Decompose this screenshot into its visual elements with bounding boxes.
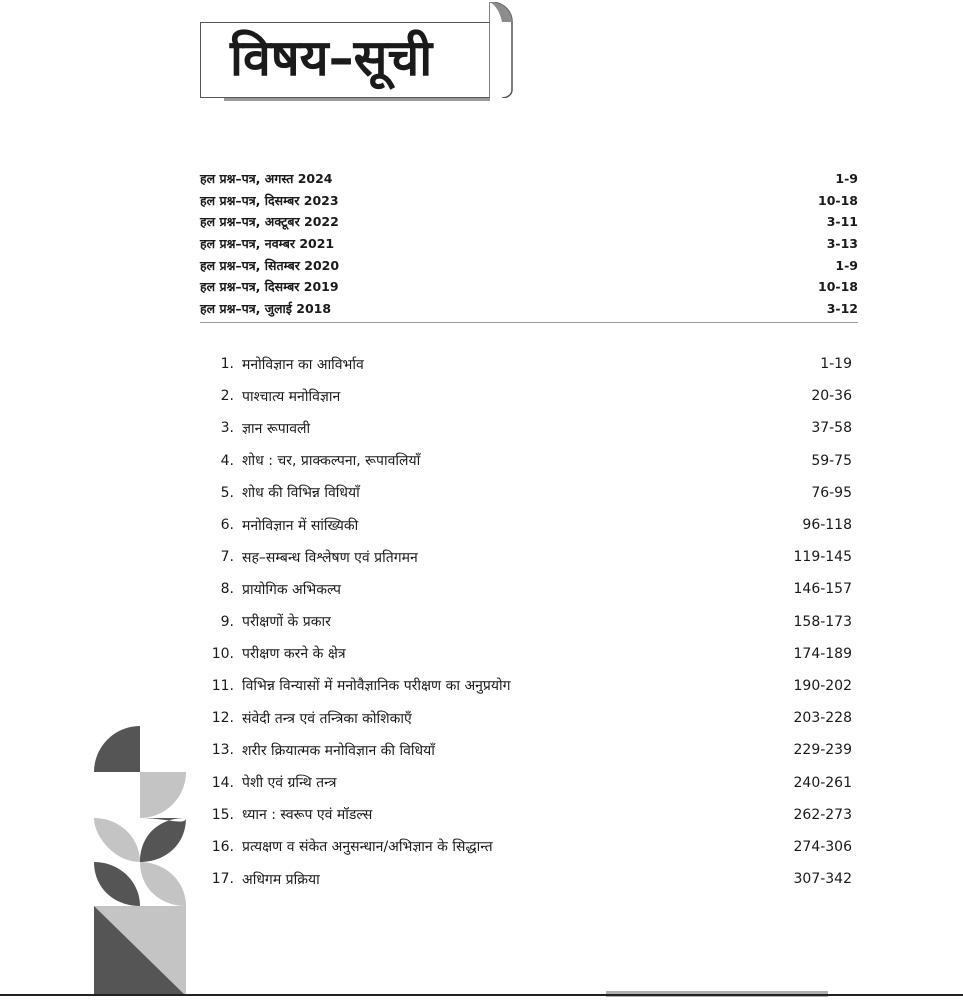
list-item[interactable] [200,412,852,444]
list-item[interactable] [200,276,858,298]
paper-label: हल प्रश्न–पत्र, दिसम्बर 2023 [200,192,339,208]
paper-label: हल प्रश्न–पत्र, जुलाई 2018 [200,300,332,316]
list-item[interactable] [200,168,858,190]
chapter-number: 4. [220,452,234,469]
chapter-number: 11. [211,677,234,694]
paper-pages: 3-13 [826,236,858,252]
list-item[interactable] [200,445,852,477]
paper-label: हल प्रश्न–पत्र, अक्टूबर 2022 [200,214,339,230]
list-item[interactable] [200,670,852,702]
chapter-pages: 174-189 [793,645,852,662]
chapter-title: ज्ञान रूपावली [242,420,311,437]
chapter-pages: 76-95 [811,484,852,501]
chapter-title: पाश्चात्य मनोविज्ञान [242,388,341,405]
list-item[interactable] [200,254,858,276]
chapter-pages: 146-157 [793,581,852,598]
chapter-list [200,348,852,895]
chapter-number: 7. [220,549,234,566]
list-item[interactable] [200,380,852,412]
chapter-pages: 158-173 [793,613,852,630]
list-item[interactable] [200,211,858,233]
chapter-number: 2. [220,388,234,405]
list-item[interactable] [200,348,852,380]
chapter-pages: 20-36 [811,388,852,405]
chapter-pages: 119-145 [793,549,852,566]
chapter-number: 5. [220,484,234,501]
chapter-number: 9. [220,613,234,630]
chapter-number: 3. [220,420,234,437]
list-item[interactable] [200,702,852,734]
paper-label: हल प्रश्न–पत्र, दिसम्बर 2019 [200,279,339,295]
list-item[interactable] [200,233,858,255]
paper-pages: 1-9 [835,171,858,187]
paper-pages: 10-18 [818,192,858,208]
list-item[interactable] [200,190,858,212]
chapter-title: अधिगम प्रक्रिया [242,871,320,888]
chapter-title: संवेदी तन्त्र एवं तन्त्रिका कोशिकाएँ [242,710,412,727]
chapter-number: 16. [211,838,234,855]
list-item[interactable] [200,541,852,573]
chapter-title: शरीर क्रियात्मक मनोविज्ञान की विधियाँ [242,742,435,759]
list-item[interactable] [200,799,852,831]
chapter-title: विभिन्न विन्यासों में मनोवैज्ञानिक परीक्षण का अनुप्रयोग [242,678,511,695]
chapter-number: 12. [211,710,234,727]
chapter-pages: 190-202 [793,677,852,694]
paper-pages: 3-12 [826,300,858,316]
chapter-number: 6. [220,517,234,534]
paper-label: हल प्रश्न–पत्र, अगस्त 2024 [200,171,333,187]
chapter-title: शोध : चर, प्राक्कल्पना, रूपावलियाँ [242,453,421,470]
list-item[interactable] [200,509,852,541]
paper-pages: 10-18 [818,279,858,295]
chapter-pages: 203-228 [793,710,852,727]
paper-pages: 1-9 [835,257,858,273]
chapter-pages: 37-58 [811,420,852,437]
banner-curl-decoration [488,2,514,98]
chapter-title: पेशी एवं ग्रन्थि तन्त्र [242,775,337,792]
solved-papers-list [200,168,858,319]
chapter-title: मनोविज्ञान में सांख्यिकी [242,517,359,534]
list-item[interactable] [200,766,852,798]
list-item[interactable] [200,863,852,895]
list-item[interactable] [200,573,852,605]
paper-pages: 3-11 [826,214,858,230]
chapter-pages: 274-306 [793,838,852,855]
chapter-number: 15. [211,806,234,823]
page-title: विषय–सूची [230,29,433,87]
divider [200,322,858,323]
list-item[interactable] [200,606,852,638]
chapter-pages: 96-118 [802,517,852,534]
chapter-number: 10. [211,645,234,662]
paper-label: हल प्रश्न–पत्र, नवम्बर 2021 [200,236,335,252]
paper-label: हल प्रश्न–पत्र, सितम्बर 2020 [200,257,340,273]
chapter-pages: 240-261 [793,774,852,791]
chapter-title: मनोविज्ञान का आविर्भाव [242,356,364,373]
list-item[interactable] [200,734,852,766]
chapter-title: सह–सम्बन्ध विश्लेषण एवं प्रतिगमन [242,549,418,566]
chapter-pages: 1-19 [820,356,852,373]
chapter-title: प्रायोगिक अभिकल्प [242,581,341,598]
chapter-pages: 262-273 [793,806,852,823]
chapter-number: 14. [211,774,234,791]
list-item[interactable] [200,298,858,320]
geometric-decoration [94,726,186,996]
list-item[interactable] [200,831,852,863]
chapter-title: परीक्षणों के प्रकार [242,614,331,631]
list-item[interactable] [200,638,852,670]
chapter-title: परीक्षण करने के क्षेत्र [242,646,346,663]
footer-rule [0,994,963,996]
chapter-pages: 229-239 [793,742,852,759]
chapter-number: 13. [211,742,234,759]
list-item[interactable] [200,477,852,509]
chapter-title: शोध की विभिन्न विधियाँ [242,485,360,502]
chapter-number: 8. [220,581,234,598]
chapter-pages: 59-75 [811,452,852,469]
chapter-pages: 307-342 [793,871,852,888]
chapter-title: ध्यान : स्वरूप एवं मॉडल्स [242,807,373,824]
chapter-number: 1. [220,356,234,373]
chapter-number: 17. [211,871,234,888]
chapter-title: प्रत्यक्षण व संकेत अनुसन्धान/अभिज्ञान के सिद्धान्त [242,839,493,856]
